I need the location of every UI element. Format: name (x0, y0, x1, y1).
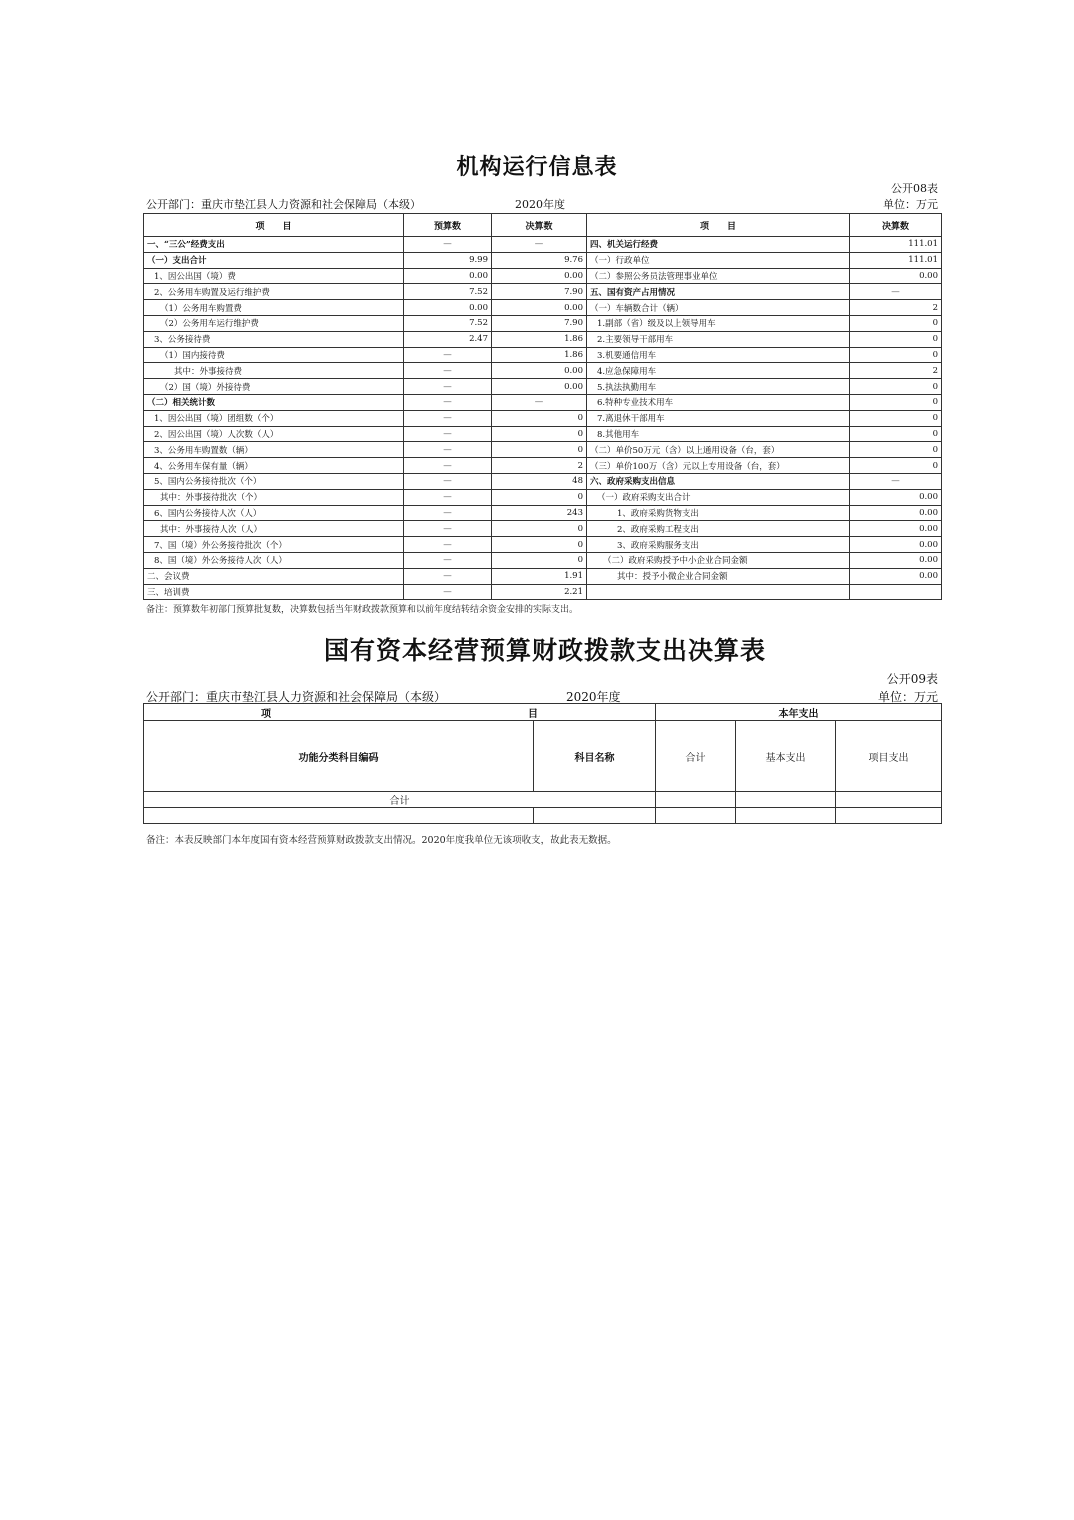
table1-note: 备注：预算数年初部门预算批复数，决算数包括当年财政拨款预算和以前年度结转结余资金安排的实际支出。 (146, 605, 579, 615)
row-actual: 9.76 (492, 252, 587, 268)
row-right-label: 1.副部（省）级及以上领导用车 (587, 315, 850, 331)
row-right-label: （二）政府采购授予中小企业合同金额 (587, 552, 850, 568)
col-project: 项目支出 (836, 721, 942, 792)
row-budget: — (404, 442, 492, 458)
row-right-value: 0 (850, 410, 942, 426)
row-label: （1）国内接待费 (144, 347, 404, 363)
row-actual: 2 (492, 458, 587, 474)
table2-unit: 单位：万元 (877, 690, 938, 704)
table-row (144, 521, 942, 537)
row-label: 2、公务用车购置及运行维护费 (144, 284, 404, 300)
row-right-value: 0 (850, 458, 942, 474)
row-actual: 7.90 (492, 315, 587, 331)
row-right-value: 0 (850, 426, 942, 442)
table1-title: 机构运行信息表 (456, 155, 618, 180)
row-label: 4、公务用车保有量（辆） (144, 458, 404, 474)
header-item-left: 项 目 (144, 214, 404, 237)
row-label: （一）支出合计 (144, 252, 404, 268)
row-actual: 0 (492, 537, 587, 553)
row-actual: 0.00 (492, 379, 587, 395)
row-right-label: 6.特种专业技术用车 (587, 394, 850, 410)
row-right-label: 4.应急保障用车 (587, 363, 850, 379)
row-label: 6、国内公务接待人次（人） (144, 505, 404, 521)
row-budget: — (404, 584, 492, 600)
row-budget: 0.00 (404, 268, 492, 284)
row-label: 三、培训费 (144, 584, 404, 600)
row-right-value: 111.01 (850, 237, 942, 253)
table-row (144, 315, 942, 331)
table2-form-code: 公开09表 (886, 672, 938, 686)
header-item-right: 项 目 (587, 214, 850, 237)
table1 (143, 213, 942, 600)
row-right-label: 8.其他用车 (587, 426, 850, 442)
row-right-value: 0 (850, 331, 942, 347)
row-right-value: 0 (850, 394, 942, 410)
row-actual: 1.86 (492, 331, 587, 347)
row-actual: 0 (492, 410, 587, 426)
row-right-value: — (850, 284, 942, 300)
header-current-year: 本年支出 (656, 704, 942, 721)
row-budget: — (404, 473, 492, 489)
row-budget: 0.00 (404, 300, 492, 316)
empty-cell (534, 808, 656, 824)
row-right-label: （二）参照公务员法管理事业单位 (587, 268, 850, 284)
table-row (144, 505, 942, 521)
table2-header-row (144, 704, 942, 721)
row-right-label: （一）行政单位 (587, 252, 850, 268)
header-budget: 预算数 (404, 214, 492, 237)
table-row (144, 568, 942, 584)
row-right-label: 2、政府采购工程支出 (587, 521, 850, 537)
row-budget: — (404, 521, 492, 537)
header-item-left: 项 (261, 708, 272, 720)
row-budget: — (404, 410, 492, 426)
row-actual: 7.90 (492, 284, 587, 300)
table2-year: 2020年度 (566, 690, 621, 704)
row-actual: 2.21 (492, 584, 587, 600)
table-row (144, 458, 942, 474)
row-budget: — (404, 394, 492, 410)
row-label: 3、公务接待费 (144, 331, 404, 347)
row-actual: 0 (492, 426, 587, 442)
table2-title: 国有资本经营预算财政拨款支出决算表 (323, 636, 766, 665)
table-row (144, 268, 942, 284)
row-budget: — (404, 505, 492, 521)
row-actual: 0 (492, 552, 587, 568)
table-row (144, 394, 942, 410)
row-label: （2）国（境）外接待费 (144, 379, 404, 395)
total-cell (736, 792, 836, 808)
row-budget: — (404, 489, 492, 505)
row-budget: — (404, 426, 492, 442)
table-row (144, 379, 942, 395)
row-right-label: （二）单价50万元（含）以上通用设备（台，套） (587, 442, 850, 458)
empty-cell (736, 808, 836, 824)
table-row (144, 410, 942, 426)
table-row (144, 442, 942, 458)
row-right-label: 3、政府采购服务支出 (587, 537, 850, 553)
row-right-value: 0.00 (850, 552, 942, 568)
row-right-value: 0 (850, 379, 942, 395)
table-row (144, 473, 942, 489)
table1-department: 公开部门：重庆市垫江县人力资源和社会保障局（本级） (146, 198, 421, 211)
row-right-value: 0.00 (850, 568, 942, 584)
row-label: 1、因公出国（境）团组数（个） (144, 410, 404, 426)
col-total: 合计 (656, 721, 736, 792)
row-right-label: 四、机关运行经费 (587, 237, 850, 253)
row-right-label: 六、政府采购支出信息 (587, 473, 850, 489)
row-right-label: 五、国有资产占用情况 (587, 284, 850, 300)
row-label: 3、公务用车购置数（辆） (144, 442, 404, 458)
table1-header-row (144, 214, 942, 237)
table2 (143, 703, 942, 824)
row-budget: — (404, 347, 492, 363)
row-label: 其中：外事接待批次（个） (144, 489, 404, 505)
table-row (144, 363, 942, 379)
table1-unit: 单位：万元 (883, 198, 938, 211)
row-right-value: 0.00 (850, 537, 942, 553)
row-actual: 1.91 (492, 568, 587, 584)
row-actual: 0.00 (492, 268, 587, 284)
row-budget: — (404, 552, 492, 568)
row-label: 一、“三公”经费支出 (144, 237, 404, 253)
table1-form-code: 公开08表 (891, 182, 938, 195)
row-actual: 48 (492, 473, 587, 489)
row-actual: 0.00 (492, 363, 587, 379)
header-item (144, 704, 656, 721)
table-row (144, 537, 942, 553)
row-right-value: 111.01 (850, 252, 942, 268)
row-budget: — (404, 458, 492, 474)
row-actual: 0 (492, 489, 587, 505)
row-right-label: 2.主要领导干部用车 (587, 331, 850, 347)
row-budget: — (404, 379, 492, 395)
row-budget: — (404, 537, 492, 553)
row-label: （1）公务用车购置费 (144, 300, 404, 316)
col-basic: 基本支出 (736, 721, 836, 792)
col-name: 科目名称 (534, 721, 656, 792)
row-right-label: （一）政府采购支出合计 (587, 489, 850, 505)
row-right-label: （一）车辆数合计（辆） (587, 300, 850, 316)
row-right-value: — (850, 473, 942, 489)
row-budget: 7.52 (404, 315, 492, 331)
table-row (144, 347, 942, 363)
row-right-label: 7.离退休干部用车 (587, 410, 850, 426)
row-right-value: 2 (850, 300, 942, 316)
row-right-value: 0.00 (850, 521, 942, 537)
table2-department: 公开部门：重庆市垫江县人力资源和社会保障局（本级） (146, 690, 447, 704)
row-budget: 7.52 (404, 284, 492, 300)
empty-cell (836, 808, 942, 824)
row-actual: — (492, 394, 587, 410)
row-budget: — (404, 363, 492, 379)
row-right-value: 2 (850, 363, 942, 379)
row-right-value: 0 (850, 442, 942, 458)
row-actual: 0.00 (492, 300, 587, 316)
col-code: 功能分类科目编码 (144, 721, 534, 792)
row-label: 二、会议费 (144, 568, 404, 584)
row-right-label: 5.执法执勤用车 (587, 379, 850, 395)
total-cell (836, 792, 942, 808)
table1-year: 2020年度 (515, 198, 565, 211)
row-budget: 2.47 (404, 331, 492, 347)
table2-column-row (144, 721, 942, 792)
row-actual: — (492, 237, 587, 253)
row-right-label: （三）单价100万（含）元以上专用设备（台，套） (587, 458, 850, 474)
table-row (144, 300, 942, 316)
row-label: 2、因公出国（境）人次数（人） (144, 426, 404, 442)
row-label: 其中：外事接待费 (144, 363, 404, 379)
table-row (144, 584, 942, 600)
table-row (144, 426, 942, 442)
table-row (144, 331, 942, 347)
header-actual-right: 决算数 (850, 214, 942, 237)
row-label: （二）相关统计数 (144, 394, 404, 410)
table-row (144, 489, 942, 505)
row-label: 5、国内公务接待批次（个） (144, 473, 404, 489)
row-actual: 243 (492, 505, 587, 521)
row-right-label: 其中：授予小微企业合同金额 (587, 568, 850, 584)
table-row (144, 808, 942, 824)
row-label: 7、国（境）外公务接待批次（个） (144, 537, 404, 553)
table-row (144, 252, 942, 268)
row-right-value: 0.00 (850, 268, 942, 284)
row-budget: — (404, 568, 492, 584)
row-right-label (587, 584, 850, 600)
table2-total-row (144, 792, 942, 808)
table-row (144, 237, 942, 253)
table-row (144, 284, 942, 300)
row-label: 8、国（境）外公务接待人次（人） (144, 552, 404, 568)
row-label: （2）公务用车运行维护费 (144, 315, 404, 331)
row-right-value (850, 584, 942, 600)
row-actual: 0 (492, 442, 587, 458)
total-cell (656, 792, 736, 808)
row-right-value: 0.00 (850, 505, 942, 521)
row-right-value: 0 (850, 315, 942, 331)
row-budget: — (404, 237, 492, 253)
row-right-label: 3.机要通信用车 (587, 347, 850, 363)
row-label: 其中：外事接待人次（人） (144, 521, 404, 537)
header-actual: 决算数 (492, 214, 587, 237)
row-right-value: 0.00 (850, 489, 942, 505)
row-actual: 1.86 (492, 347, 587, 363)
row-right-value: 0 (850, 347, 942, 363)
row-right-label: 1、政府采购货物支出 (587, 505, 850, 521)
empty-cell (656, 808, 736, 824)
row-label: 1、因公出国（境）费 (144, 268, 404, 284)
table-row (144, 552, 942, 568)
table2-note: 备注：本表反映部门本年度国有资本经营预算财政拨款支出情况。2020年度我单位无该项收支，故此表无数据。 (146, 835, 617, 846)
total-row-label: 合计 (144, 792, 656, 808)
row-budget: 9.99 (404, 252, 492, 268)
empty-cell (144, 808, 534, 824)
row-actual: 0 (492, 521, 587, 537)
header-item-right: 目 (527, 708, 538, 720)
